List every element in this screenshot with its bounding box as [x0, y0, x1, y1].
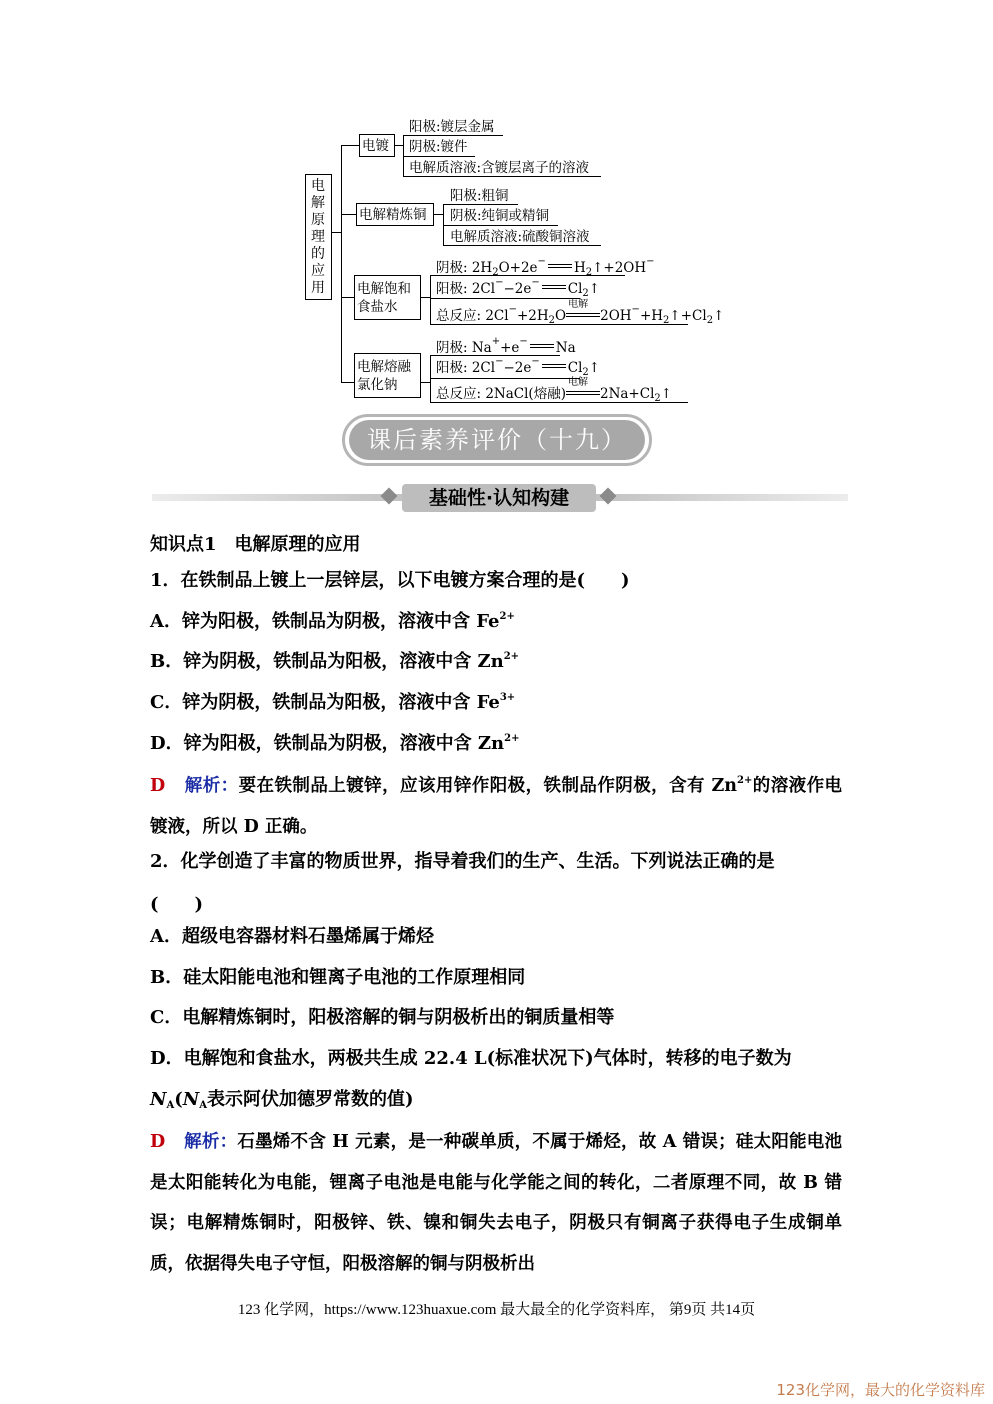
evaluation-title: 课后素养评价（十九）	[367, 426, 627, 454]
b3-total: 总反应: $2Cl^-+2H_2O$ 电解 $2OH^-+H_2↑+Cl_2↑$	[436, 299, 725, 326]
b1-item-1: 阳极:镀层金属	[409, 119, 495, 135]
branch-electroplating-title: 电镀	[362, 138, 389, 154]
q1-option-c: C．锌为阴极，铁制品为阳极，溶液中含 $Fe^{3+}$	[150, 692, 516, 713]
q2-option-d-line2: $N_A(N_A$表示阿伏加德罗常数的值)	[150, 1089, 414, 1111]
q2-option-d-line1: D．电解饱和食盐水，两极共生成 22.4 L(标准状况下)气体时，转移的电子数为	[150, 1048, 792, 1069]
branch-refining-title: 电解精炼铜	[359, 207, 427, 223]
b3-anode: 阳极: 2Cl−−2e− $Cl_2↑$	[436, 277, 601, 299]
q1-option-d: D．锌为阳极，铁制品为阴极，溶液中含 $Zn^{2+}$	[150, 733, 520, 754]
branch-molten-title-2: 氯化钠	[357, 377, 398, 393]
q1-option-a: A．锌为阳极，铁制品为阴极，溶液中含 $Fe^{2+}$	[150, 611, 515, 632]
branch-brine-title-2: 食盐水	[357, 299, 398, 315]
q2-option-a: A．超级电容器材料石墨烯属于烯烃	[150, 926, 434, 947]
b4-total: 总反应: 2NaCl(熔融) 电解 $2Na+Cl_2↑$	[436, 377, 673, 404]
b2-item-1: 阳极:粗铜	[450, 188, 509, 204]
q1-answer-label: 解析：	[184, 776, 239, 796]
section-title: 基础性·认知构建	[428, 487, 570, 509]
b4-cathode: 阴极: Na++e− Na	[436, 336, 576, 356]
knowledge-point-title: 知识点1 电解原理的应用	[150, 534, 361, 555]
q1-stem: 1．在铁制品上镀上一层锌层，以下电镀方案合理的是( )	[150, 570, 630, 591]
branch-brine-title-1: 电解饱和	[357, 281, 411, 297]
q2-answer-letter: D	[150, 1132, 166, 1152]
diagram-root-label: 电解原理的应用	[311, 178, 325, 296]
watermark: 123化学网，最大的化学资料库	[776, 1381, 985, 1399]
q1-answer-letter: D	[150, 776, 166, 796]
b3-cathode: 阴极: $2H_2O+2e^-$ $H_2↑+2OH^-$	[436, 256, 655, 278]
section-divider-left	[152, 494, 402, 501]
diamond-left-icon	[381, 488, 398, 505]
q2-answer: D 解析：石墨烯不含 H 元素，是一种碳单质，不属于烯烃，故 A 错误；硅太阳能电池是太阳能转化为电能，锂离子电池是电能与化学能之间的转化，二者原理不同，故 B 错误；电解精炼铜时，阳极锌、铁、镍和铜失去电子，阴极只有铜离子获得电子生成铜单质，依据得失电子守恒，阳极溶解的铜与阴极析出	[150, 1132, 843, 1274]
q2-option-c: C．电解精炼铜时，阳极溶解的铜与阴极析出的铜质量相等	[150, 1007, 615, 1028]
b1-item-3: 电解质溶液:含镀层离子的溶液	[409, 160, 590, 176]
b2-item-2: 阴极:纯铜或精铜	[450, 208, 550, 224]
q2-stem-line2: ( )	[150, 894, 204, 915]
b1-item-2: 阴极:镀件	[409, 139, 468, 155]
diamond-right-icon	[600, 488, 617, 505]
section-divider-right	[596, 494, 848, 501]
b2-item-3: 电解质溶液:硫酸铜溶液	[450, 229, 590, 245]
page-footer: 123 化学网，https://www.123huaxue.com 最大最全的化学资料库， 第9页 共14页	[237, 1302, 756, 1318]
q2-answer-label: 解析：	[184, 1132, 238, 1152]
b4-anode: 阳极: 2Cl−−2e− $Cl_2↑$	[436, 356, 601, 378]
branch-molten-title-1: 电解熔融	[357, 359, 411, 375]
q1-answer: D 解析：要在铁制品上镀锌，应该用锌作阳极，铁制品作阴极，含有 $Zn^{2+}$的溶液作电镀液，所以 D 正确。	[150, 775, 843, 837]
q1-option-b: B．锌为阴极，铁制品为阳极，溶液中含 $Zn^{2+}$	[150, 651, 520, 672]
q2-stem-line1: 2．化学创造了丰富的物质世界，指导着我们的生产、生活。下列说法正确的是	[150, 851, 775, 872]
q2-option-b: B．硅太阳能电池和锂离子电池的工作原理相同	[150, 967, 526, 988]
